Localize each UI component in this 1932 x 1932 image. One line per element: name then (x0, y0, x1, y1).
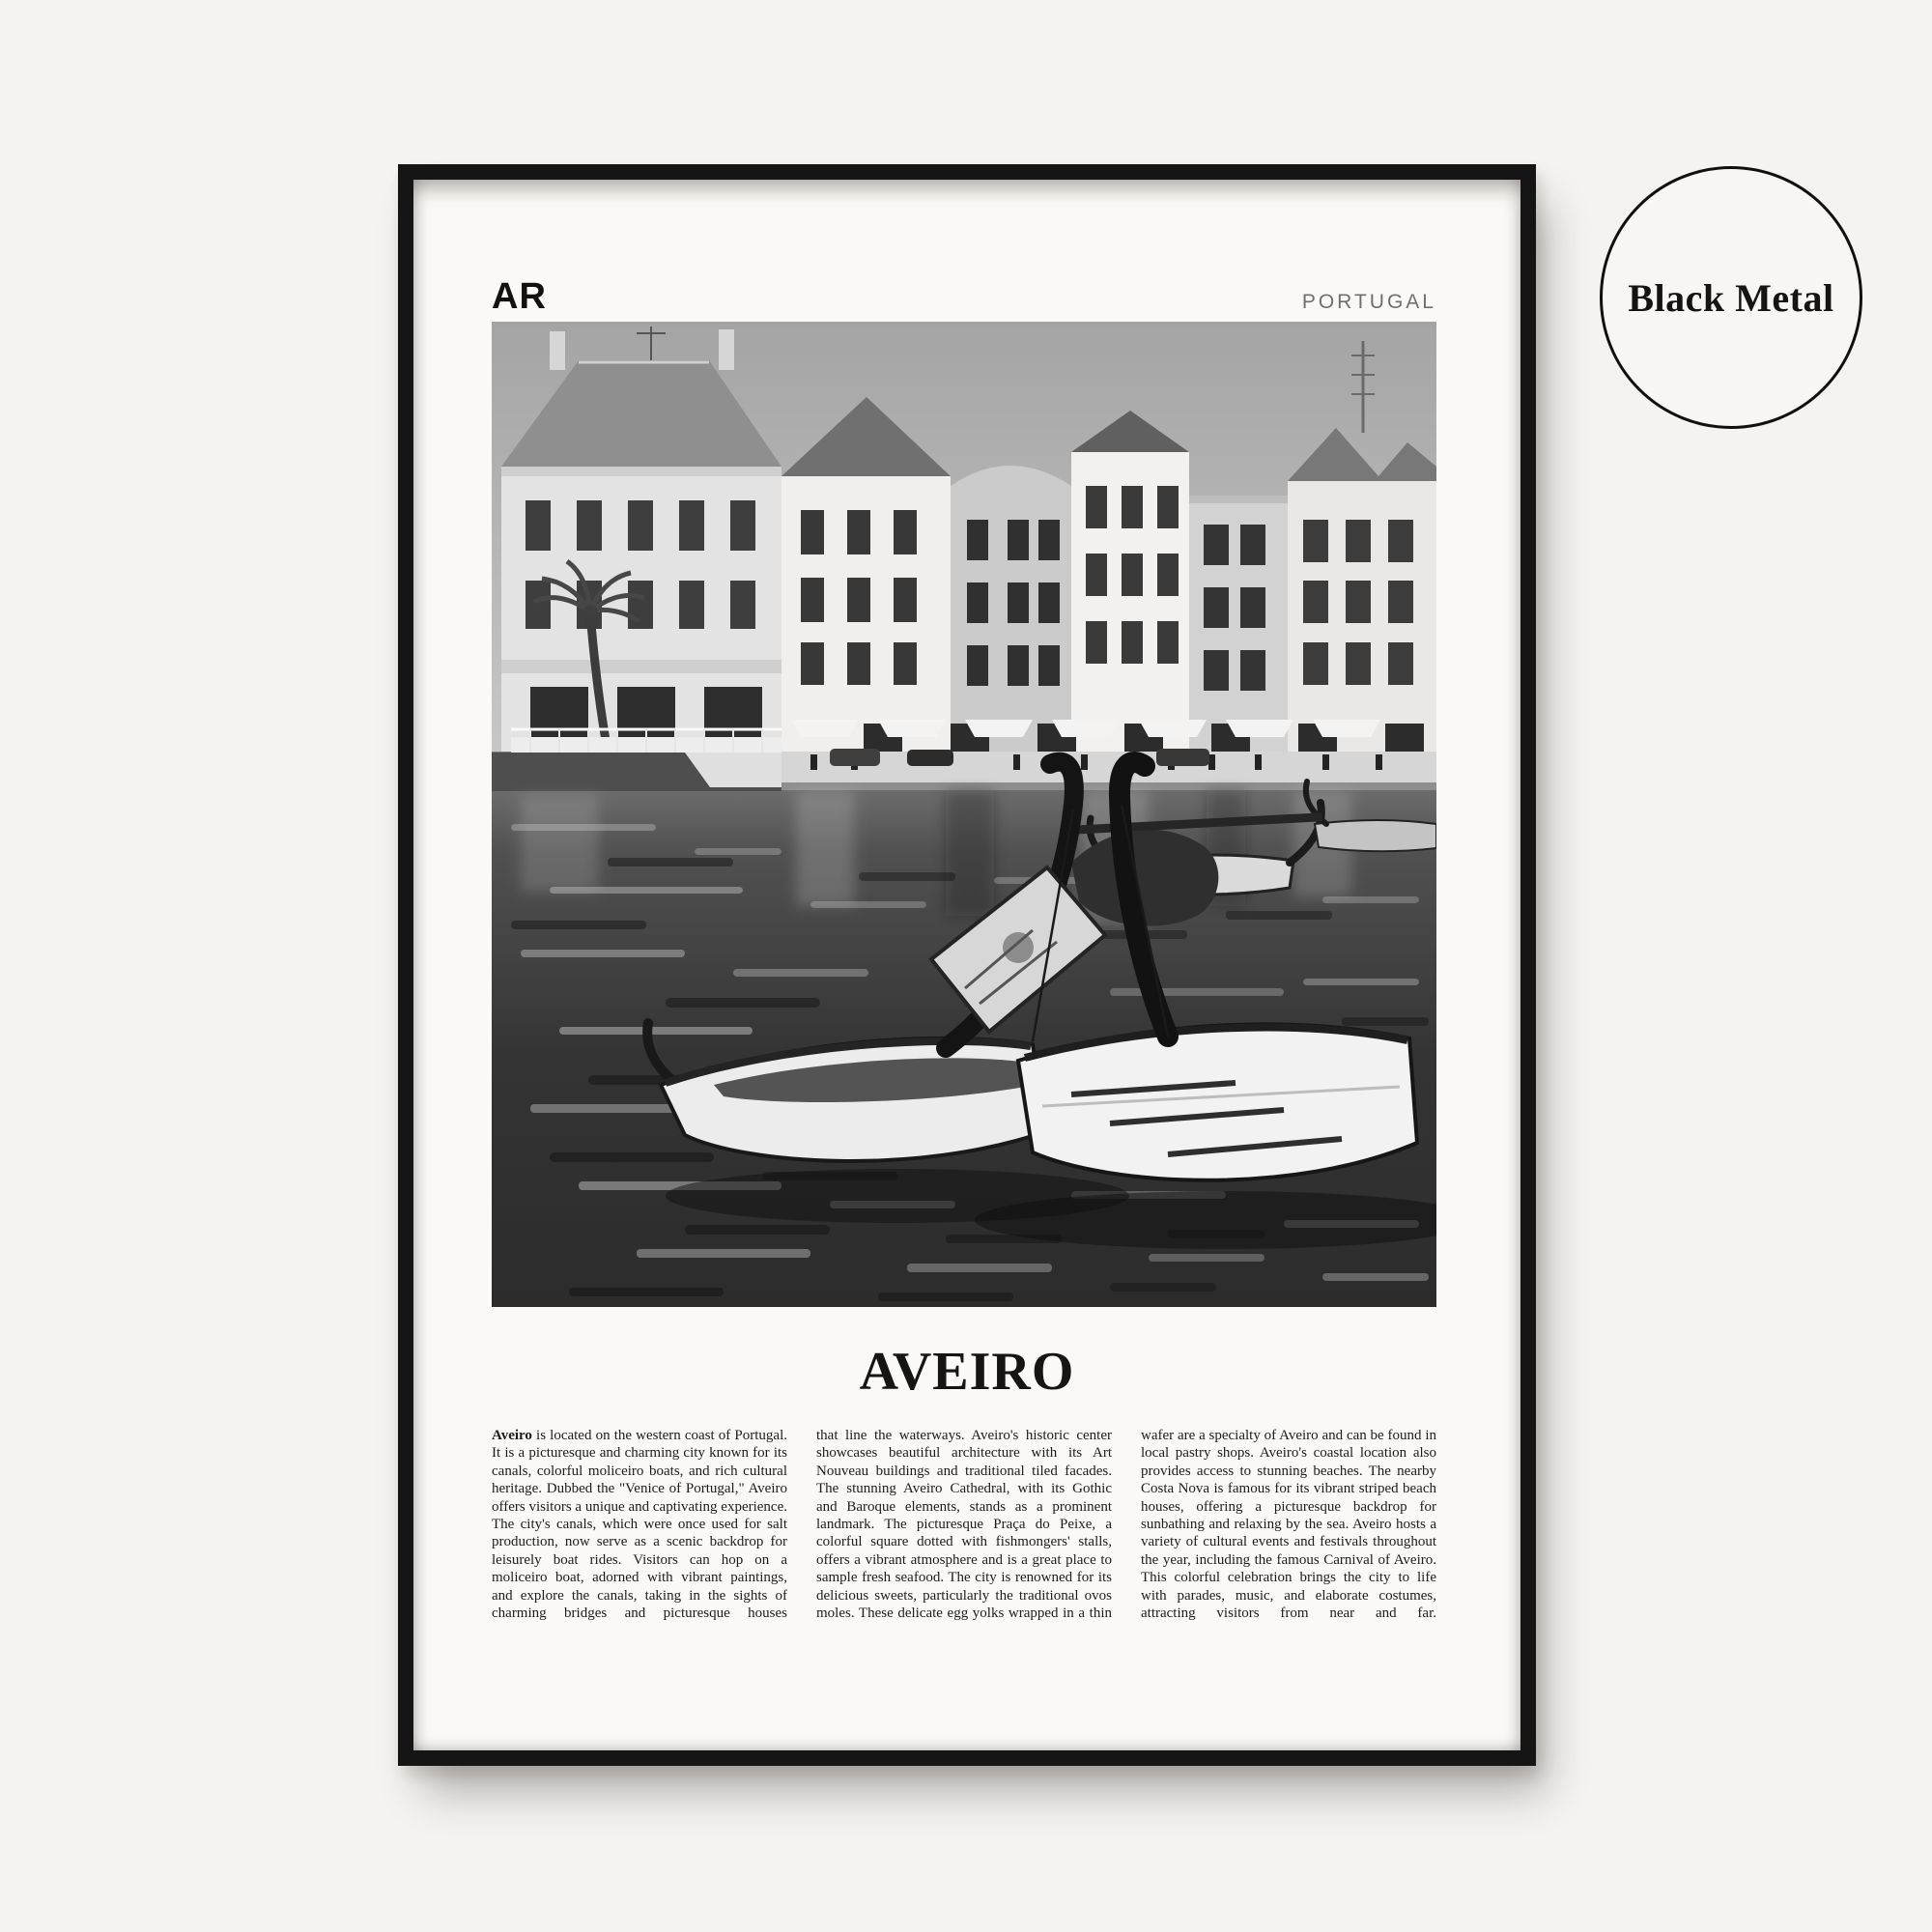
article-columns (492, 1427, 1436, 1622)
poster-photo (492, 322, 1436, 1307)
poster-paper (413, 180, 1520, 1750)
country-label: PORTUGAL (1301, 291, 1436, 313)
column-body: wafer are a specialty of Aveiro and can be found in local pastry shops. Aveiro's coastal location also provides access to stunning beaches. The nearby Costa Nova is famous for its vibrant striped beach houses, offering a picturesque backdrop for sunbathing and relaxing by the sea. Aveiro hosts a variety of cultural events and festivals throughout the year, including the famous Carnival of Aveiro. This colorful celebration brings the city to life with parades, music, and elaborate costumes, attracting visitors from near and far. (1141, 1428, 1436, 1622)
article-column-1 (492, 1427, 787, 1622)
article-column-3 (1141, 1427, 1436, 1622)
frame-material-label: Black Metal (1628, 275, 1834, 320)
column-body: that line the waterways. Aveiro's historic center showcases beautiful architecture with its Art Nouveau buildings and traditional tiled facades. The stunning Aveiro Cathedral, with its Gothic and Baroque elements, stands as a prominent landmark. The picturesque Praça do Peixe, a colorful square dotted with fishmongers' stalls, offers a vibrant atmosphere and is a great place to sample fresh seafood. The city is renowned for its delicious sweets, particularly the traditional ovos moles. These delicate egg yolks wrapped in a thin (816, 1428, 1112, 1622)
poster-frame (398, 164, 1536, 1766)
column-body: is located on the western coast of Portugal. It is a picturesque and charming city known for its canals, colorful moliceiro boats, and rich cultural heritage. Dubbed the "Venice of Portugal," Aveiro offers visitors a unique and captivating experience. The city's canals, which were once used for salt production, now serve as a scenic backdrop for leisurely boat rides. Visitors can hop on a moliceiro boat, adorned with vibrant paintings, and explore the canals, taking in the sights of charming bridges and picturesque houses (492, 1428, 787, 1622)
poster-title: AVEIRO (859, 1342, 1075, 1402)
article-column-2 (816, 1427, 1112, 1622)
brand-initials: AR (492, 276, 547, 317)
frame-material-badge (1600, 166, 1862, 429)
column-lead: Aveiro (492, 1428, 532, 1443)
aveiro-canal-photo (492, 322, 1436, 1307)
poster-header (492, 278, 1436, 315)
